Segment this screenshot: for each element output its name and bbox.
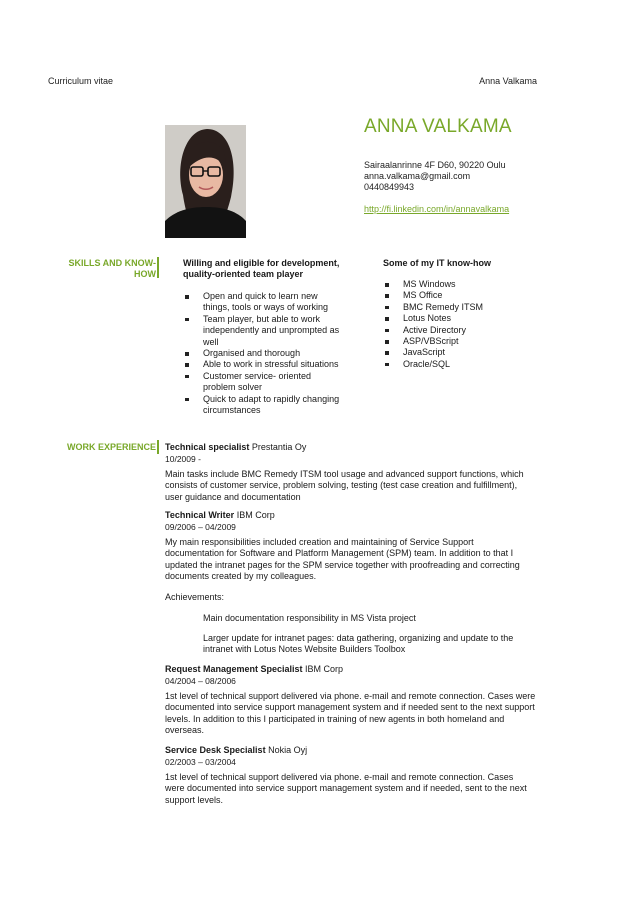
phone: 0440849943	[364, 182, 415, 192]
email[interactable]: anna.valkama@gmail.com	[364, 171, 471, 181]
header-right: Anna Valkama	[479, 76, 537, 86]
job-description: My main responsibilities included creation and maintaining of Service Support documentation for Software and Platform Management (SPM) team. In addition to that I updated the intranet pages for the SPM service together with proofreading and correcting documents created by my colleagues.	[165, 537, 520, 582]
personal-heading-line2: quality-oriented team player	[183, 269, 304, 279]
list-item: Lotus Notes	[385, 313, 545, 324]
job-description: 1st level of technical support delivered via phone. e-mail and remote connection. Cases were documented into service support management system and if needed sent to the next support levels. In addition to this I participated in training of new agents in both homeland and overseas.	[165, 691, 536, 736]
skills-section-label	[69, 258, 156, 280]
list-item: Team player, but able to work independently and unprompted as well	[185, 314, 355, 348]
work-divider	[157, 440, 159, 454]
list-item: JavaScript	[385, 347, 545, 358]
list-item: MS Windows	[385, 279, 545, 290]
job-dates: 04/2004 – 08/2006	[165, 676, 236, 686]
list-item: ASP/VBScript	[385, 336, 545, 347]
list-item: Active Directory	[385, 325, 545, 336]
profile-photo	[165, 125, 246, 238]
skills-label-line2: HOW	[134, 269, 156, 279]
skills-divider	[157, 257, 159, 278]
it-skills-list	[385, 279, 545, 370]
achievements-label: Achievements:	[165, 592, 225, 602]
skills-label-line1: SKILLS AND KNOW-	[68, 258, 156, 268]
list-item: Able to work in stressful situations	[185, 359, 355, 370]
job-title: Technical Writer IBM Corp	[165, 510, 275, 520]
list-item: BMC Remedy ITSM	[385, 302, 545, 313]
work-section-label: WORK EXPERIENCE	[66, 442, 156, 452]
header-left: Curriculum vitae	[48, 76, 114, 86]
name-heading: ANNA VALKAMA	[364, 116, 512, 137]
personal-heading-line1: Willing and eligible for development,	[183, 258, 340, 268]
list-item: Quick to adapt to rapidly changing circumstances	[185, 394, 355, 417]
portrait-image	[165, 125, 246, 238]
job-dates: 02/2003 – 03/2004	[165, 757, 236, 767]
list-item: Oracle/SQL	[385, 359, 545, 370]
linkedin-link[interactable]: http://fi.linkedin.com/in/annavalkama	[364, 204, 510, 214]
list-item: Organised and thorough	[185, 348, 355, 359]
list-item: Customer service- oriented problem solver	[185, 371, 355, 394]
achievement-item: Main documentation responsibility in MS Vista project	[203, 613, 416, 623]
address: Sairaalanrinne 4F D60, 90220 Oulu	[364, 160, 506, 170]
personal-skills-heading	[183, 258, 339, 280]
job-title: Request Management Specialist IBM Corp	[165, 664, 344, 674]
job-dates: 09/2006 – 04/2009	[165, 522, 236, 532]
job-title: Technical specialist Prestantia Oy	[165, 442, 307, 452]
job-description: Main tasks include BMC Remedy ITSM tool usage and advanced support functions, which consists of customer service, problem solving, testing (test case creation and fulfillment), user guidance and documentation	[165, 469, 524, 502]
job-title: Service Desk Specialist Nokia Oyj	[165, 745, 308, 755]
job-dates: 10/2009 -	[165, 454, 201, 464]
personal-skills-list	[185, 291, 355, 416]
it-skills-heading: Some of my IT know-how	[383, 258, 492, 268]
job-description: 1st level of technical support delivered via phone. e-mail and remote connection. Cases were documented into service support management system and if needed, sent to the next support levels.	[165, 772, 527, 805]
list-item: MS Office	[385, 290, 545, 301]
achievement-item: Larger update for intranet pages: data gathering, organizing and update to the intranet with Lotus Notes Website Builders Toolbox	[203, 633, 514, 655]
list-item: Open and quick to learn new things, tools or ways of working	[185, 291, 355, 314]
